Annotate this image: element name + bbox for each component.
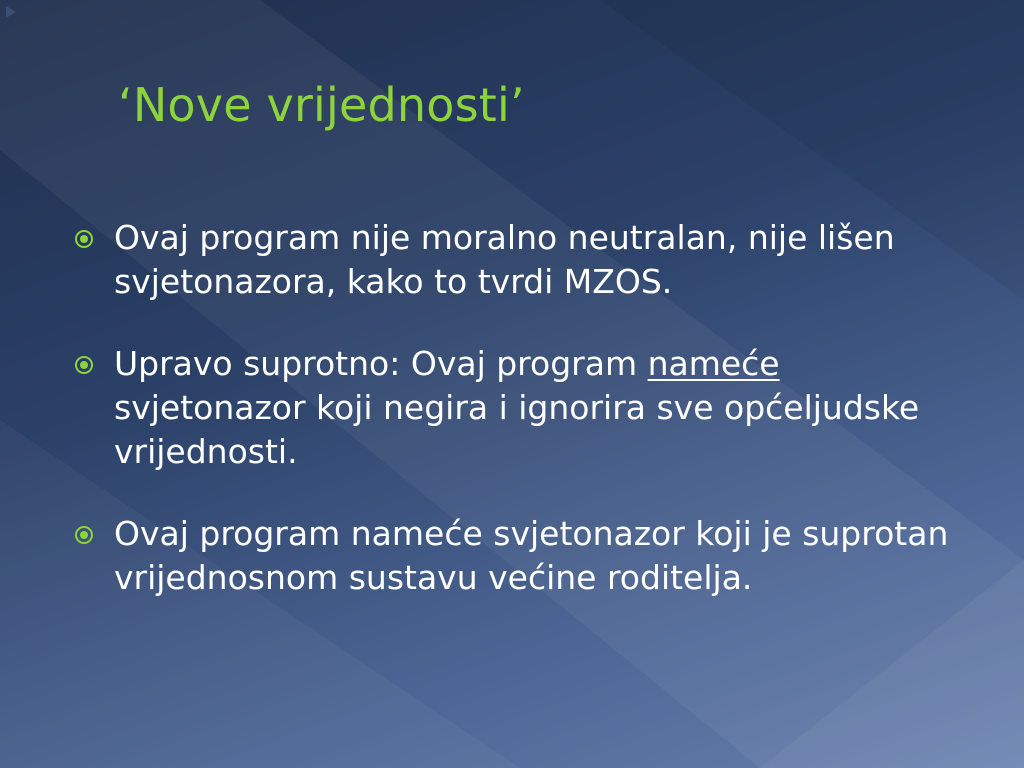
target-circle-icon <box>74 229 94 249</box>
slide-title: ‘Nove vrijednosti’ <box>118 78 525 132</box>
bullet-text: Ovaj program nije moralno neutralan, nije lišen svjetonazora, kako to tvrdi MZOS. <box>114 218 895 301</box>
bullet-text-end: svjetonazor koji negira i ignorira sve općeljudske vrijednosti. <box>114 388 920 471</box>
underlined-word: nameće <box>647 344 780 383</box>
bullet-text-start: Upravo suprotno: Ovaj program <box>114 344 648 383</box>
bullet-text <box>114 344 919 471</box>
target-circle-icon <box>74 525 94 545</box>
slide-corner-arrow-icon <box>6 6 16 18</box>
bullet-text: Ovaj program nameće svjetonazor koji je suprotan vrijednosnom sustavu većine roditelja. <box>114 514 949 597</box>
target-circle-icon <box>74 355 94 375</box>
bullet-item <box>72 216 972 304</box>
bullet-item <box>72 512 972 600</box>
bullet-item <box>72 342 972 474</box>
bullet-list <box>72 216 972 638</box>
